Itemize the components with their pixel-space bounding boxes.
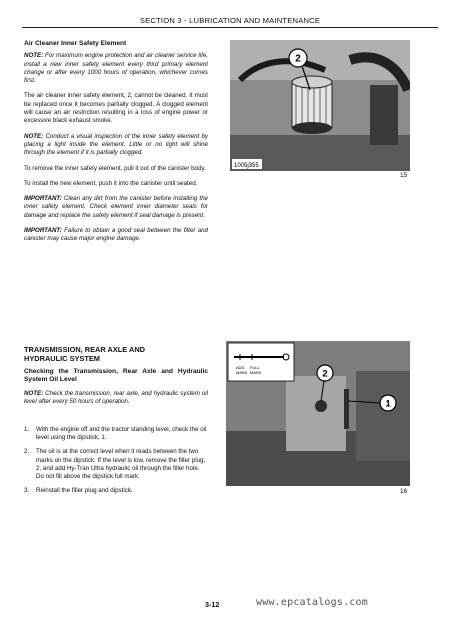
list-item	[24, 448, 208, 481]
safety-element-illustration	[292, 76, 332, 134]
transmission-steps	[24, 426, 208, 495]
note-text: Conduct a visual inspection of the inner safety element by placing a light inside the element. Little or no light will shine through the element if it is partially clogged.	[24, 132, 208, 157]
section-header: SECTION 3 - LUBRICATION AND MAINTENANCE	[139, 16, 321, 25]
list-item	[24, 426, 208, 442]
dipstick-inset	[228, 343, 294, 381]
transmission-subheading: Checking the Transmission, Rear Axle and Hydraulic System Oil Level	[24, 367, 208, 383]
filler-plug	[315, 400, 327, 412]
air-cleaner-section	[24, 40, 208, 244]
list-item	[24, 487, 208, 495]
air-cleaner-para-3: To install the new element, push it into the canister until seated.	[24, 179, 198, 187]
step-number: 3.	[24, 487, 30, 495]
wheel-area	[356, 371, 410, 461]
step-text: With the engine off and the tractor standing level, check the oil level using the dipstick, 1.	[36, 426, 207, 442]
air-cleaner-important-1	[24, 195, 208, 220]
transmission-heading-line-1: TRANSMISSION, REAR AXLE AND	[24, 345, 145, 354]
engine-block	[370, 85, 398, 145]
note-label: NOTE:	[24, 132, 44, 140]
element-top	[292, 76, 332, 88]
air-cleaner-heading: Air Cleaner Inner Safety Element	[24, 40, 127, 47]
dipstick	[344, 389, 349, 429]
callout-label-2: 2	[322, 368, 328, 380]
inset-add-mark-label: MARK	[236, 370, 248, 375]
figure-number-15: 15	[400, 172, 408, 179]
air-cleaner-note-1	[24, 52, 208, 85]
page-number: 3-12	[205, 600, 220, 609]
air-cleaner-note-2	[24, 133, 208, 158]
callout-label-1: 1	[385, 398, 391, 410]
air-cleaner-important-2	[24, 227, 208, 244]
inset-full-label: FULL	[250, 365, 260, 370]
inset-add-label: ADD	[236, 365, 245, 370]
image-code: 1005j355	[234, 163, 259, 169]
transmission-note	[24, 390, 208, 407]
element-bottom	[292, 122, 332, 134]
important-label: IMPORTANT:	[24, 227, 62, 235]
transmission-case	[286, 376, 346, 451]
air-cleaner-figure	[230, 40, 410, 171]
figure-number-16: 16	[400, 488, 408, 495]
step-number: 1.	[24, 426, 30, 433]
important-label: IMPORTANT:	[24, 195, 62, 203]
dipstick-figure	[226, 341, 410, 486]
note-text: For maximum engine protection and air cleaner service life, install a new inner safety element every third primary element change or after every 1000 hours of operation, whichever comes first.	[24, 52, 208, 85]
important-text: Failure to obtain a good seal between the filter and canister may cause major engine damage.	[24, 227, 208, 243]
note-label: NOTE:	[24, 52, 44, 60]
air-cleaner-para-2: To remove the inner safety element, pull it out of the canister body.	[24, 164, 206, 172]
note-text: Check the transmission, rear axle, and hydraulic system oil level after every 50 hours of operation.	[24, 390, 208, 406]
inset-full-mark-label: MARK	[250, 370, 262, 375]
header-rule	[22, 27, 438, 28]
step-number: 2.	[24, 448, 30, 456]
transmission-section	[24, 345, 208, 407]
air-cleaner-para-1: The air cleaner inner safety element, 2, cannot be cleaned. It must be replaced once it becomes partially clogged. A clogged element will cause an air restriction resulting in a loss of engine power or excessive black exhaust smoke.	[24, 92, 208, 125]
callout-label-2: 2	[295, 53, 301, 65]
note-label: NOTE:	[24, 390, 44, 398]
important-text: Clean any dirt from the canister before installing the inner safety element. Check element inner diameter seals for damage and replace the safety element if seal damage is present.	[24, 195, 208, 219]
step-text: The oil is at the correct level when it reads between the two marks on the dipstick. If the level is low, remove the filler plug, 2, and add Hy-Tran Ultra hydraulic oil through the filler hole. Do not fill above the dipstick full mark.	[36, 448, 206, 481]
transmission-heading-line-2: HYDRAULIC SYSTEM	[24, 354, 100, 364]
watermark: www.epcatalogs.com	[256, 597, 368, 608]
step-text: Reinstall the filler plug and dipstick.	[36, 487, 133, 495]
